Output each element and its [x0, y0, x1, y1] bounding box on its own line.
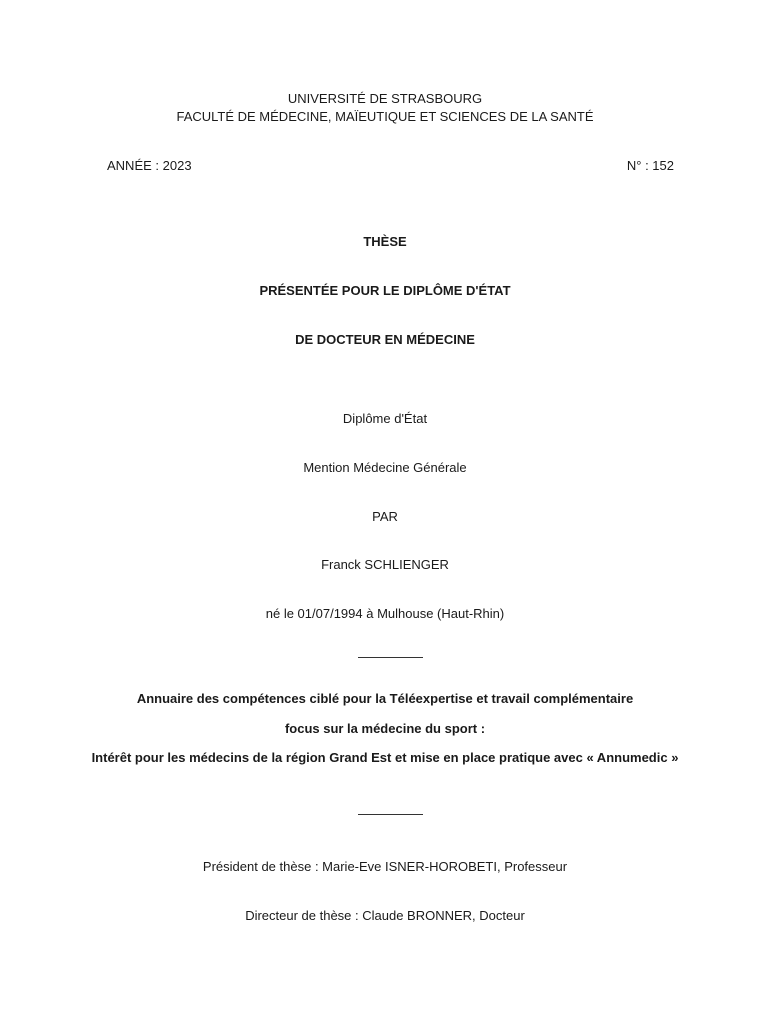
author-name: Franck SCHLIENGER: [321, 557, 449, 572]
year-label: ANNÉE : 2023: [107, 158, 192, 173]
thesis-title-line-3: Intérêt pour les médecins de la région Grand Est et mise en place pratique avec « Annumedic »: [91, 750, 679, 765]
thesis-president: Président de thèse : Marie-Eve ISNER-HOROBETI, Professeur: [202, 859, 568, 874]
presented-for-heading: PRÉSENTÉE POUR LE DIPLÔME D'ÉTAT: [259, 283, 511, 298]
thesis-title-line-1: Annuaire des compétences ciblé pour la Téléexpertise et travail complémentaire: [136, 691, 634, 706]
par-label: PAR: [372, 509, 398, 524]
thesis-director: Directeur de thèse : Claude BRONNER, Docteur: [245, 908, 525, 923]
diploma-label: Diplôme d'État: [342, 411, 428, 426]
birth-info: né le 01/07/1994 à Mulhouse (Haut-Rhin): [265, 606, 505, 621]
doctor-heading: DE DOCTEUR EN MÉDECINE: [295, 332, 475, 347]
separator-top: [358, 657, 423, 658]
mention-label: Mention Médecine Générale: [303, 460, 467, 475]
thesis-number: N° : 152: [626, 158, 674, 173]
thesis-title-line-2: focus sur la médecine du sport :: [284, 721, 486, 736]
separator-bottom: [358, 814, 423, 815]
these-heading: THÈSE: [363, 234, 407, 249]
faculty-name: FACULTÉ DE MÉDECINE, MAÏEUTIQUE ET SCIENCES DE LA SANTÉ: [176, 109, 594, 124]
university-name: UNIVERSITÉ DE STRASBOURG: [287, 91, 483, 106]
